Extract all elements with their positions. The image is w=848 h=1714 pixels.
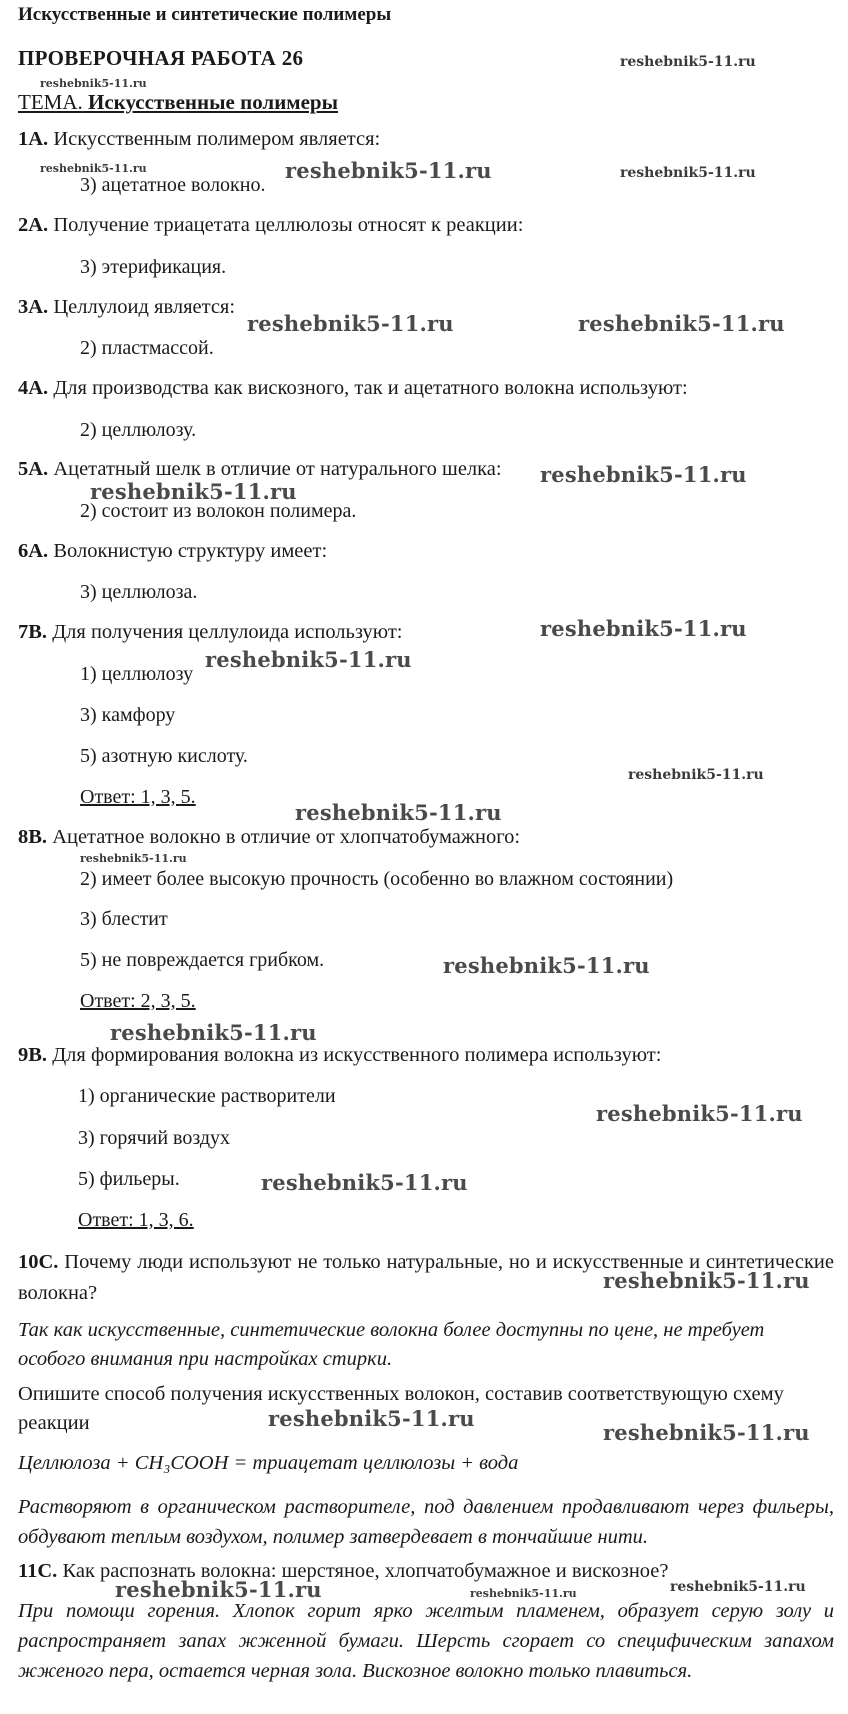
section-title: Искусственные и синтетические полимеры — [18, 4, 392, 25]
watermark: reshebnik5-11.ru — [247, 311, 454, 336]
work-title: ПРОВЕРОЧНАЯ РАБОТА 26 — [18, 46, 304, 70]
answer-option: 3) камфору — [80, 704, 176, 726]
answer-option: 3) этерификация. — [80, 256, 227, 278]
theme-label: ТЕМА. — [18, 90, 83, 114]
answer-option: 5) не повреждается грибком. — [80, 949, 325, 971]
question-text: Для производства как вискозного, так и ацетатного волокна используют: — [53, 377, 688, 399]
watermark: reshebnik5-11.ru — [540, 616, 747, 641]
question-number: 10С. — [18, 1251, 59, 1273]
question-number: 1А. — [18, 128, 49, 150]
question-number: 6А. — [18, 540, 49, 562]
question-number: 11С. — [18, 1560, 58, 1582]
question-text: Искусственным полимером является: — [53, 128, 381, 150]
watermark: reshebnik5-11.ru — [603, 1420, 810, 1445]
answer-summary: Ответ: 2, 3, 5. — [80, 990, 196, 1012]
watermark: reshebnik5-11.ru — [443, 953, 650, 978]
question-text: Для формирования волокна из искусственного полимера используют: — [52, 1044, 662, 1066]
question-text: Для получения целлулоида используют: — [52, 621, 403, 643]
question-number: 2А. — [18, 214, 49, 236]
answer-text: Растворяют в органическом растворителе, под давлением продавливают через фильеры, обдувают теплым воздухом, полимер затвердевает в тончайшие нити. — [18, 1496, 834, 1548]
watermark: reshebnik5-11.ru — [620, 54, 756, 70]
question-text: Волокнистую структуру имеет: — [53, 540, 328, 562]
question-text: Ацетатный шелк в отличие от натурального шелка: — [53, 458, 502, 480]
question-5 — [18, 458, 502, 481]
question-number: 8В. — [18, 826, 48, 848]
watermark: reshebnik5-11.ru — [295, 800, 502, 825]
answer-text: Так как искусственные, синтетические волокна более доступны по цене, не требует особого внимания при настройках стирки. — [18, 1319, 765, 1370]
question-number: 3А. — [18, 296, 49, 318]
answer-option: 3) блестит — [80, 908, 168, 930]
watermark: reshebnik5-11.ru — [110, 1020, 317, 1045]
theme-heading — [18, 90, 338, 115]
watermark: reshebnik5-11.ru — [628, 767, 764, 783]
answer-option: 2) состоит из волокон полимера. — [80, 500, 357, 522]
question-4 — [18, 377, 688, 400]
watermark: reshebnik5-11.ru — [261, 1170, 468, 1195]
watermark: reshebnik5-11.ru — [540, 462, 747, 487]
answer-summary: Ответ: 1, 3, 5. — [80, 786, 196, 808]
watermark: reshebnik5-11.ru — [40, 77, 147, 90]
answer-option: 5) азотную кислоту. — [80, 745, 248, 767]
answer-text: При помощи горения. Хлопок горит ярко желтым пламенем, образует серую золу и распространяет запах жженной бумаги. Шерсть сгорает со специфическим запахом жженого пера, остается черная зола. Вискозное волокно только плавиться. — [18, 1600, 834, 1682]
answer-option: 2) целлюлозу. — [80, 419, 197, 441]
answer-option: 2) имеет более высокую прочность (особенно во влажном состоянии) — [80, 868, 674, 890]
watermark: reshebnik5-11.ru — [90, 479, 297, 504]
watermark: reshebnik5-11.ru — [578, 311, 785, 336]
question-9 — [18, 1044, 661, 1067]
watermark: reshebnik5-11.ru — [470, 1587, 577, 1600]
watermark: reshebnik5-11.ru — [115, 1577, 322, 1602]
question-6 — [18, 540, 327, 563]
watermark: reshebnik5-11.ru — [268, 1406, 475, 1431]
reaction-scheme: Целлюлоза + CH₃COOH = триацетат целлюлозы + вода — [18, 1452, 519, 1474]
answer-option: 3) целлюлоза. — [80, 581, 198, 603]
question-text: Как распознать волокна: шерстяное, хлопчатобумажное и вискозное? — [62, 1560, 669, 1582]
watermark: reshebnik5-11.ru — [285, 158, 492, 183]
question-number: 5А. — [18, 458, 49, 480]
question-2 — [18, 214, 523, 237]
question-number: 9В. — [18, 1044, 48, 1066]
question-1 — [18, 128, 380, 151]
watermark: reshebnik5-11.ru — [596, 1101, 803, 1126]
answer-option: 1) целлюлозу — [80, 663, 194, 685]
question-text: Целлулоид является: — [53, 296, 236, 318]
question-3 — [18, 296, 235, 319]
question-text: Получение триацетата целлюлозы относят к реакции: — [53, 214, 524, 236]
watermark: reshebnik5-11.ru — [80, 852, 187, 865]
question-text: Почему люди используют не только натуральные, но и искусственные и синтетические волокна? — [18, 1251, 834, 1304]
question-8 — [18, 826, 520, 849]
watermark: reshebnik5-11.ru — [670, 1579, 806, 1595]
question-number: 7В. — [18, 621, 48, 643]
answer-summary: Ответ: 1, 3, 6. — [78, 1209, 194, 1231]
task-text: Опишите способ получения искусственных волокон, составив соответствующую схему реакции — [18, 1383, 784, 1434]
answer-option: 5) фильеры. — [78, 1168, 180, 1190]
answer-option: 3) горячий воздух — [78, 1127, 231, 1149]
answer-option: 2) пластмассой. — [80, 337, 214, 359]
watermark: reshebnik5-11.ru — [40, 162, 147, 175]
watermark: reshebnik5-11.ru — [620, 165, 756, 181]
answer-option: 3) ацетатное волокно. — [80, 174, 266, 196]
question-7 — [18, 621, 403, 644]
theme-text: Искусственные полимеры — [88, 90, 339, 114]
answer-option: 1) органические растворители — [78, 1085, 336, 1107]
watermark: reshebnik5-11.ru — [205, 647, 412, 672]
question-number: 4А. — [18, 377, 49, 399]
question-text: Ацетатное волокно в отличие от хлопчатобумажного: — [52, 826, 521, 848]
watermark: reshebnik5-11.ru — [603, 1268, 810, 1293]
